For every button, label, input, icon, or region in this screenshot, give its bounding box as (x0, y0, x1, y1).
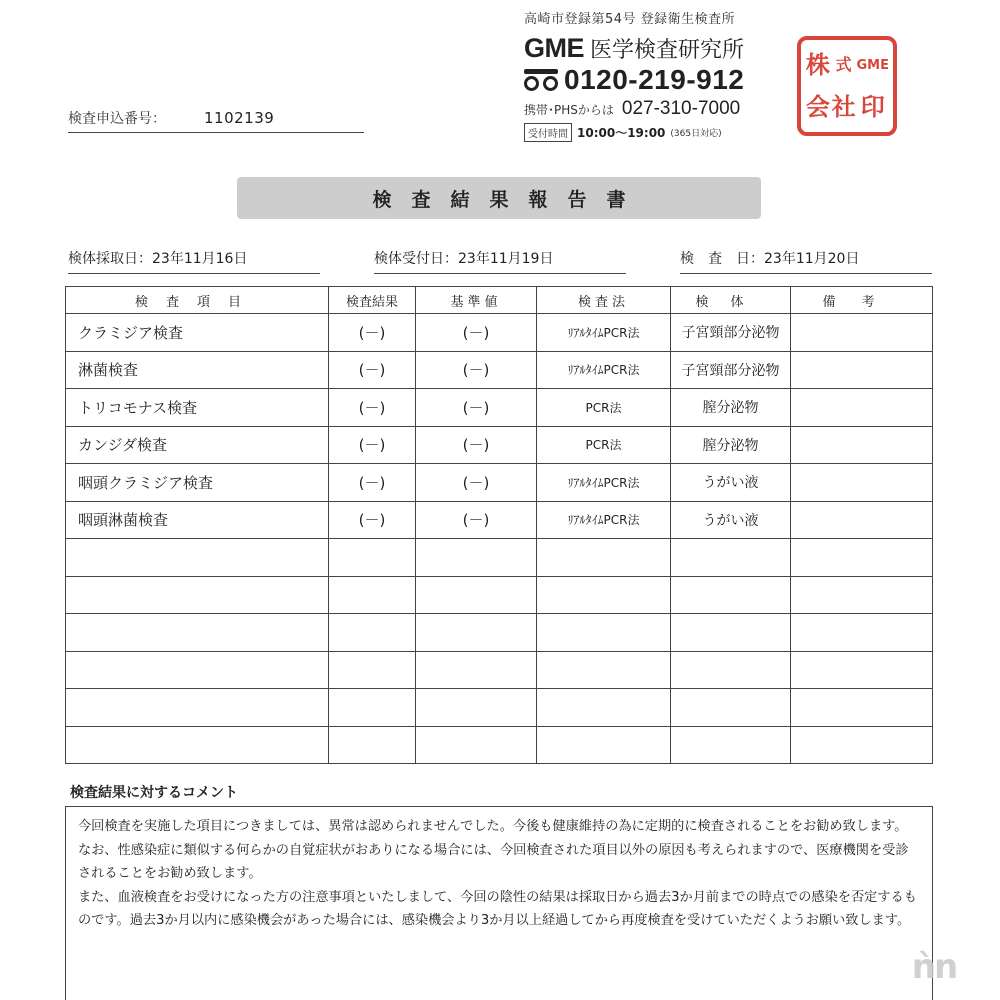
cell-result: (－) (329, 426, 416, 464)
empty-table-row (66, 726, 933, 764)
header-result: 検査結果 (329, 287, 416, 314)
header-item: 検査項目 (66, 287, 329, 314)
lab-name-jp: 医学検査研究所 (590, 38, 745, 63)
seal-char: GME (856, 57, 889, 73)
header-note: 備考 (791, 287, 933, 314)
table-row (66, 389, 933, 427)
cell-specimen: 膣分泌物 (671, 426, 791, 464)
cell-result: (－) (329, 314, 416, 352)
cell-note (791, 351, 933, 389)
cell-method: ﾘｱﾙﾀｲﾑPCR法 (537, 314, 671, 352)
comment-box (65, 806, 933, 1000)
empty-table-row (66, 576, 933, 614)
mobile-number: 027-310-7000 (621, 98, 741, 119)
cell-note (791, 314, 933, 352)
empty-cell (66, 689, 329, 727)
empty-cell (329, 726, 416, 764)
empty-cell (416, 689, 537, 727)
lab-registration: 高崎市登録第54号 登録衛生検査所 (524, 12, 736, 27)
application-number-value: 1102139 (204, 109, 275, 127)
empty-cell (416, 614, 537, 652)
cell-reference: (－) (416, 314, 537, 352)
received-date: 検体受付日：23年11月19日 (374, 248, 626, 274)
company-seal (797, 36, 897, 136)
empty-cell (791, 576, 933, 614)
report-title: 検査結果報告書 (372, 188, 646, 211)
cell-result: (－) (329, 464, 416, 502)
application-number-label: 検査申込番号： (68, 111, 166, 127)
hours-note: (365日対応) (670, 129, 722, 139)
cell-note (791, 389, 933, 427)
empty-table-row (66, 614, 933, 652)
cell-method: PCR法 (537, 389, 671, 427)
empty-cell (671, 576, 791, 614)
cell-specimen: 膣分泌物 (671, 389, 791, 427)
empty-cell (416, 576, 537, 614)
empty-cell (329, 651, 416, 689)
collection-date: 検体採取日：23年11月16日 (68, 248, 320, 274)
empty-cell (416, 651, 537, 689)
cell-method: ﾘｱﾙﾀｲﾑPCR法 (537, 464, 671, 502)
seal-char: 印 (860, 93, 885, 121)
cell-note (791, 501, 933, 539)
cell-item: トリコモナス検査 (66, 389, 329, 427)
empty-cell (537, 539, 671, 577)
comment-paragraph: また、血液検査をお受けになった方の注意事項といたしまして、今回の陰性の結果は採取日から過去3か月前までの時点での感染を否定するものです。過去3か月以内に感染機会があった場合には、感染機会より3か月以上経過してから再度検査を受けていただくようお願い致します。 (78, 889, 917, 928)
lab-brand: GME (524, 33, 585, 63)
empty-cell (66, 651, 329, 689)
empty-table-row (66, 689, 933, 727)
cell-method: ﾘｱﾙﾀｲﾑPCR法 (537, 351, 671, 389)
empty-cell (671, 651, 791, 689)
seal-char: 会 (805, 93, 830, 121)
empty-cell (671, 539, 791, 577)
empty-cell (329, 576, 416, 614)
application-number (68, 108, 364, 133)
cell-item: クラミジア検査 (66, 314, 329, 352)
cell-specimen: うがい液 (671, 464, 791, 502)
empty-cell (537, 576, 671, 614)
empty-cell (671, 614, 791, 652)
table-row (66, 501, 933, 539)
empty-cell (416, 726, 537, 764)
empty-cell (537, 726, 671, 764)
table-row (66, 351, 933, 389)
empty-cell (791, 726, 933, 764)
empty-cell (329, 614, 416, 652)
cell-note (791, 464, 933, 502)
cell-result: (－) (329, 351, 416, 389)
mobile-label: 携帯･PHSからは (524, 103, 614, 117)
empty-cell (791, 651, 933, 689)
freedial-icon (524, 69, 558, 91)
lab-name (524, 33, 784, 64)
table-header-row (66, 287, 933, 314)
empty-cell (791, 539, 933, 577)
hours-badge: 受付時間 (524, 123, 572, 142)
results-table (65, 286, 933, 764)
empty-cell (671, 726, 791, 764)
header-specimen: 検体 (671, 287, 791, 314)
cell-reference: (－) (416, 464, 537, 502)
cell-specimen: うがい液 (671, 501, 791, 539)
cell-specimen: 子宮頸部分泌物 (671, 351, 791, 389)
empty-cell (329, 539, 416, 577)
table-row (66, 426, 933, 464)
cell-method: ﾘｱﾙﾀｲﾑPCR法 (537, 501, 671, 539)
seal-char: 式 (835, 55, 852, 74)
cell-reference: (－) (416, 501, 537, 539)
lab-info (524, 8, 784, 142)
cell-result: (－) (329, 389, 416, 427)
test-date: 検 査 日：23年11月20日 (680, 248, 932, 274)
cell-note (791, 426, 933, 464)
empty-cell (791, 689, 933, 727)
empty-cell (66, 576, 329, 614)
header-method: 検査法 (537, 287, 671, 314)
empty-cell (66, 614, 329, 652)
empty-cell (671, 689, 791, 727)
empty-cell (416, 539, 537, 577)
seal-char: 株 (805, 51, 830, 79)
empty-cell (537, 689, 671, 727)
seal-char: 社 (831, 93, 856, 121)
lab-phone (524, 64, 784, 96)
lab-hours (524, 123, 784, 142)
empty-cell (537, 614, 671, 652)
report-title-bar (237, 177, 761, 219)
comment-paragraph: なお、性感染症に類似する何らかの自覚症状がおありになる場合には、今回検査された項目以外の原因も考えられますので、医療機関を受診されることをお勧め致します。 (78, 842, 909, 881)
empty-cell (329, 689, 416, 727)
cell-item: カンジダ検査 (66, 426, 329, 464)
comment-paragraph: 今回検査を実施した項目につきましては、異常は認められませんでした。今後も健康維持の為に定期的に検査されることをお勧め致します。 (78, 819, 908, 834)
empty-table-row (66, 651, 933, 689)
comment-title: 検査結果に対するコメント (70, 785, 238, 801)
cell-item: 咽頭淋菌検査 (66, 501, 329, 539)
cell-result: (－) (329, 501, 416, 539)
empty-cell (537, 651, 671, 689)
empty-table-row (66, 539, 933, 577)
cell-reference: (－) (416, 426, 537, 464)
cell-method: PCR法 (537, 426, 671, 464)
watermark-text: ǹn (911, 947, 957, 987)
cell-specimen: 子宮頸部分泌物 (671, 314, 791, 352)
phone-main: 0120-219-912 (564, 64, 745, 95)
empty-cell (66, 539, 329, 577)
watermark-logo (872, 942, 996, 992)
lab-mobile (524, 98, 784, 120)
cell-reference: (－) (416, 389, 537, 427)
cell-reference: (－) (416, 351, 537, 389)
empty-cell (791, 614, 933, 652)
empty-cell (66, 726, 329, 764)
table-row (66, 464, 933, 502)
table-row (66, 314, 933, 352)
header-reference: 基準値 (416, 287, 537, 314)
hours-time: 10:00〜19:00 (577, 126, 666, 140)
cell-item: 咽頭クラミジア検査 (66, 464, 329, 502)
cell-item: 淋菌検査 (66, 351, 329, 389)
